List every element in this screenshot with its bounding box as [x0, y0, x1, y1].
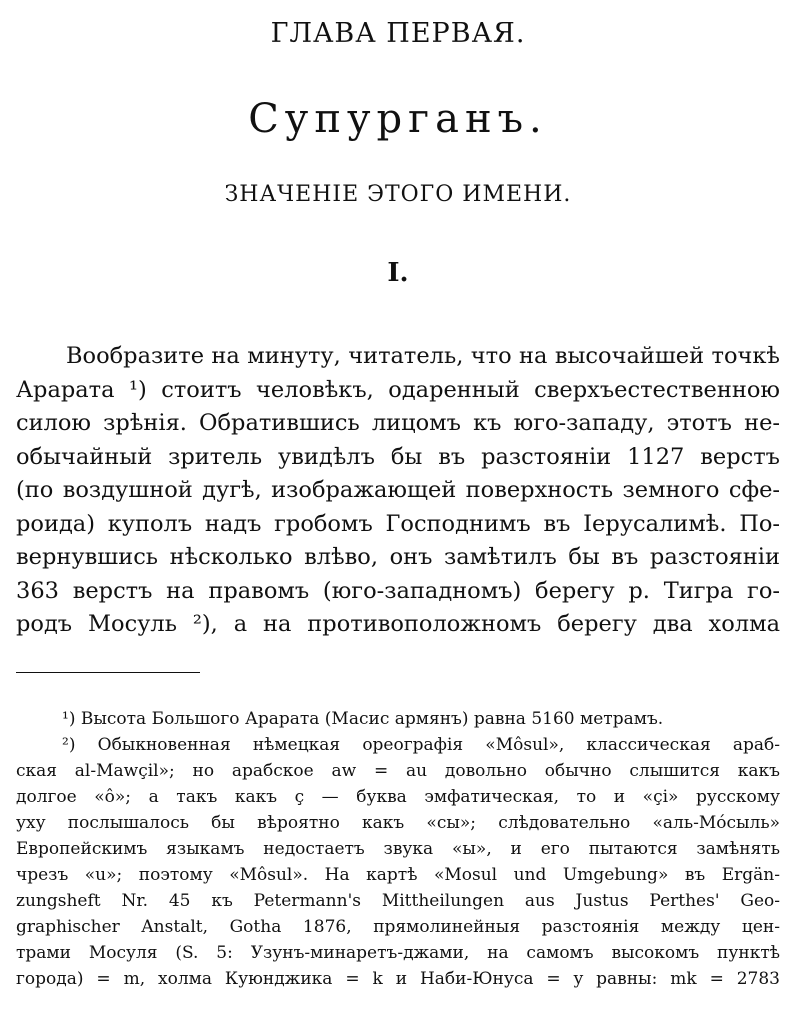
body-line: родъ Мосуль ²), а на противоположномъ берегу два холма [16, 611, 780, 637]
body-line: (по воздушной дугѣ, изображающей поверхность земного сфе- [16, 477, 780, 503]
footnote-line: трами Мосуля (S. 5: Узунъ-минаретъ-джами, на самомъ высокомъ пунктѣ [16, 943, 780, 963]
body-line: Вообразите на минуту, читатель, что на высочайшей точкѣ [66, 343, 780, 369]
footnote-line: чрезъ «u»; поэтому «Môsul». На картѣ «Mosul und Umgebung» въ Ergän- [16, 865, 780, 885]
chapter-subtitle: ЗНАЧЕНІЕ ЭТОГО ИМЕНИ. [224, 182, 572, 207]
body-line: 363 верстъ на правомъ (юго-западномъ) берегу р. Тигра го- [16, 577, 780, 604]
footnote-divider [16, 672, 200, 673]
footnote-line: города) = m, холма Куюнджика = k и Наби-Юнуса = y равны: mk = 2783 [16, 969, 780, 989]
chapter-title: Супурганъ. [248, 96, 548, 142]
footnote-line: graphischer Anstalt, Gotha 1876, прямолинейныя разстоянія между цен- [16, 917, 780, 937]
section-number: I. [387, 258, 409, 288]
body-line: Арарата ¹) стоитъ человѣкъ, одаренный сверхъестественною [16, 376, 780, 403]
body-line: роида) куполъ надъ гробомъ Господнимъ въ Іерусалимѣ. По- [16, 510, 780, 537]
footnote-line: ¹) Высота Большого Арарата (Масис армянъ) равна 5160 метрамъ. [62, 709, 664, 729]
body-line: обычайный зритель увидѣлъ бы въ разстояніи 1127 верстъ [16, 443, 780, 470]
footnote-line: zungsheft Nr. 45 къ Petermann's Mittheilungen aus Justus Perthes' Geo- [16, 891, 780, 911]
chapter-heading: ГЛАВА ПЕРВАЯ. [270, 18, 526, 49]
footnote-line: ская al-Mawçil»; но арабское aw = au довольно обычно слышится какъ [16, 761, 780, 781]
footnote-line: Европейскимъ языкамъ недостаетъ звука «ы», и его пытаются замѣнять [16, 839, 780, 859]
body-line: вернувшись нѣсколько влѣво, онъ замѣтилъ бы въ разстояніи [16, 544, 780, 570]
body-text [16, 340, 780, 642]
footnote-line: долгое «ô»; а такъ какъ ç — буква эмфатическая, то и «çi» русскому [16, 787, 780, 807]
footnote-line: уху послышалось бы вѣроятно какъ «сы»; слѣдовательно «аль-Мóсыль» [16, 813, 780, 833]
body-line: силою зрѣнія. Обратившись лицомъ къ юго-западу, этотъ не- [16, 410, 780, 436]
footnotes [16, 706, 780, 992]
footnote-line: ²) Обыкновенная нѣмецкая ореографія «Môsul», классическая араб- [62, 735, 780, 755]
